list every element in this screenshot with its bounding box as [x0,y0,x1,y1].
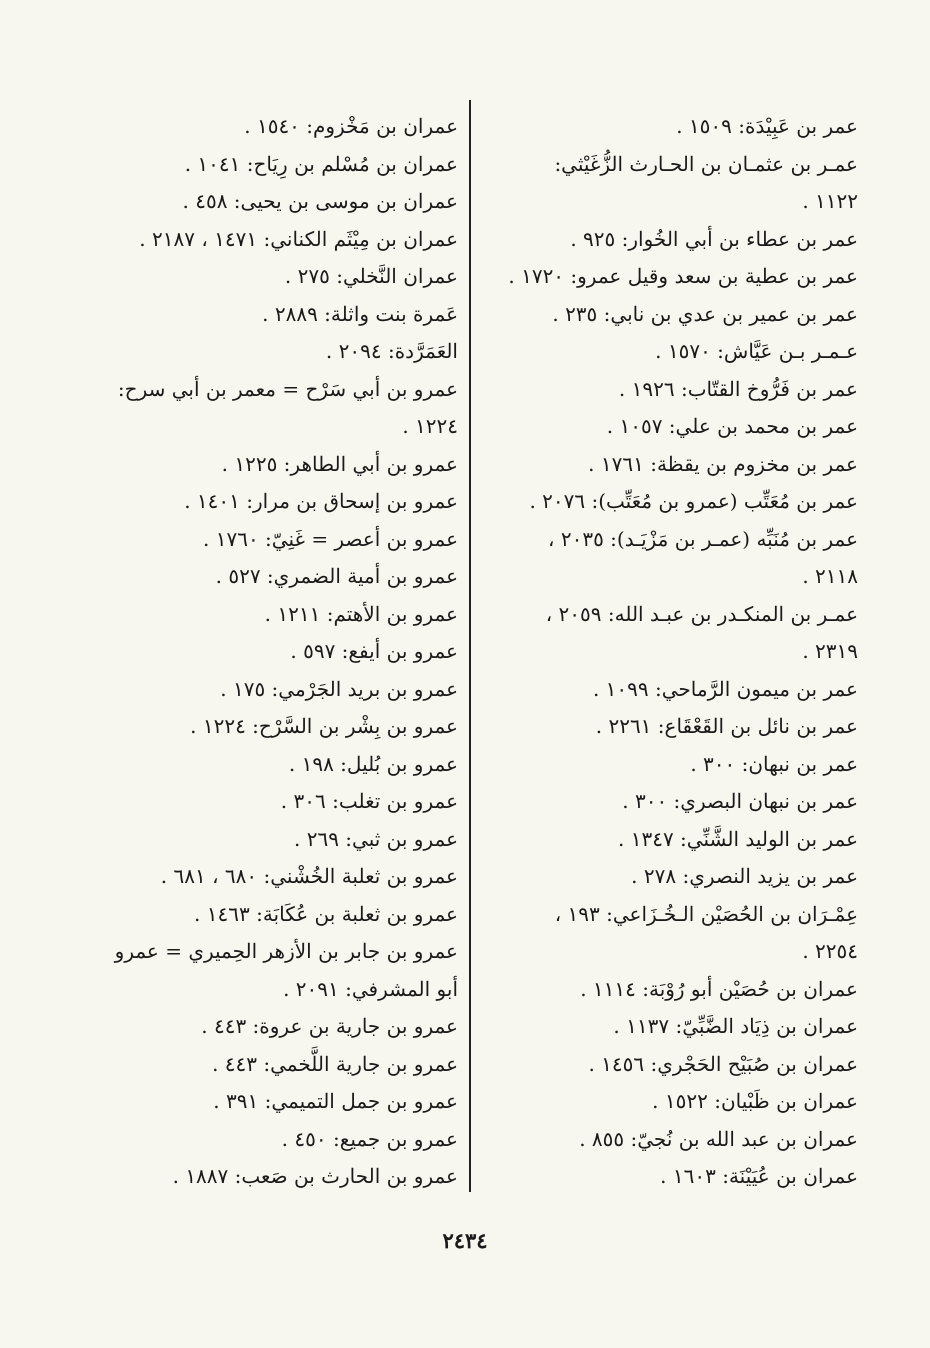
index-entry: ١١٢٢ . [802,189,858,213]
index-entry: عمر بن مُعَتِّب (عمرو بن مُعَتِّب): ٢٠٧٦ . [529,489,858,513]
index-entry: عمرو بن أعصر = غَنِيّ: ١٧٦٠ . [203,526,458,551]
index-entry: عمرو بن جمل التميمي: ٣٩١ . [213,1089,458,1113]
index-entry: عمرو بن جارية اللَّخمي: ٤٤٣ . [212,1051,458,1076]
index-entry: عمرو بن أبي سَرْح = معمر بن أبي سرح: [117,376,458,401]
index-entry: عمر بن الوليد الشَّنِّي: ١٣٤٧ . [618,826,858,851]
index-entry: عمر بن نائل بن القَعْقَاع: ٢٢٦١ . [595,714,858,738]
index-entry: عمر بن عطاء بن أبي الخُوار: ٩٢٥ . [570,226,858,251]
index-entry: عمران بن مَخْزوم: ١٥٤٠ . [244,114,458,138]
index-entry: عمرو بن جارية بن عروة: ٤٤٣ . [201,1014,458,1038]
index-entry: عِمْـرَان بن الحُصَيْن الـخُـزَاعي: ١٩٣ ، [554,901,858,926]
index-entry: عمرو بن جابر بن الأزهر الحِميري = عمرو [114,939,458,963]
index-entry: عمران بن عُيَيْنَة: ١٦٠٣ . [660,1164,858,1188]
index-entry: عمران النَّخلي: ٢٧٥ . [284,264,458,288]
column-divider [469,100,471,1192]
index-entry: عمران بن موسى بن يحيى: ٤٥٨ . [182,189,458,213]
index-entry: عمران بن صُبَيْح الحَجْري: ١٤٥٦ . [588,1051,858,1076]
index-entry: عمر بن محمد بن علي: ١٠٥٧ . [606,414,858,438]
index-entry: عمرو بن أيفع: ٥٩٧ . [290,639,458,663]
index-entry: عمرو بن جميع: ٤٥٠ . [281,1126,458,1151]
index-entry: عمر بن عَبِيْدَة: ١٥٠٩ . [676,114,858,138]
index-entry: عمرو بن أبي الطاهر: ١٢٢٥ . [221,451,458,476]
index-entry: عمر بن ميمون الرَّماحي: ١٠٩٩ . [592,676,858,701]
index-entry: ٢٣١٩ . [802,639,858,663]
index-entry: عمرو بن ثعلبة بن عُكَابَة: ١٤٦٣ . [194,901,458,926]
index-entry: عمرو بن تغلب: ٣٠٦ . [280,789,458,813]
index-entry: عمرو بن بُليل: ١٩٨ . [288,751,458,776]
index-entry: عمر بن عطية بن سعد وقيل عمرو: ١٧٢٠ . [508,264,858,288]
index-column-right [480,108,858,1196]
index-entry: عمران بن عبد الله بن نُجيّ: ٨٥٥ . [579,1126,858,1151]
index-entry: عمر بن نبهان: ٣٠٠ . [690,751,858,776]
index-entry: عمرو بن بِشْر بن السَّرْح: ١٢٢٤ . [190,714,458,738]
index-entry: عمـر بن عثمـان بن الحـارث الزُّغَيْثي: [554,151,858,176]
index-entry: عمر بن مخزوم بن يقظة: ١٧٦١ . [588,451,858,476]
index-entry: عمرو بن ثبي: ٢٦٩ . [293,826,458,851]
index-entry: عمران بن ذِيَاد الضَّبِّيّ: ١١٣٧ . [613,1014,858,1038]
index-entry: عمرو بن بريد الجَرْمي: ١٧٥ . [220,676,458,701]
index-entry: ٢١١٨ . [802,564,858,588]
index-entry: عمران بن ظَبْيان: ١٥٢٢ . [652,1089,858,1113]
index-entry: أبو المشرفي: ٢٠٩١ . [283,976,458,1001]
index-entry: عمرو بن إسحاق بن مرار: ١٤٠١ . [184,489,458,513]
index-entry: عمر بن مُنَبِّه (عمـر بن مَزْيَـد): ٢٠٣٥ ، [548,526,858,551]
index-entry: ١٢٢٤ . [402,414,458,438]
index-entry: عمـر بن المنكـدر بن عبـد الله: ٢٠٥٩ ، [545,601,858,626]
index-entry: عمرو بن الأهتم: ١٢١١ . [264,601,458,626]
index-entry: عمر بن عمير بن عدي بن نابي: ٢٣٥ . [552,301,858,326]
index-entry: عَمرة بنت واثلة: ٢٨٨٩ . [262,301,458,326]
index-entry: عمران بن مِيْثَم الكناني: ١٤٧١ ، ٢١٨٧ . [139,226,458,251]
index-column-left [70,108,458,1196]
index-entry: عـمـر بـن عَيَّاش: ١٥٧٠ . [655,339,858,363]
index-entry: عمران بن حُصَيْن أبو رُوْبَة: ١١١٤ . [580,976,858,1001]
index-entry: العَمَرَّدة: ٢٠٩٤ . [325,339,458,363]
index-entry: عمرو بن ثعلبة الخُشْني: ٦٨٠ ، ٦٨١ . [160,864,458,888]
index-entry: عمرو بن الحارث بن صَعب: ١٨٨٧ . [172,1164,458,1188]
index-entry: عمرو بن أمية الضمري: ٥٢٧ . [215,564,458,588]
index-entry: عمر بن فَرُّوخ القتّاب: ١٩٢٦ . [618,376,858,401]
index-entry: عمران بن مُسْلم بن رِيَاح: ١٠٤١ . [184,151,458,176]
page-number: ٢٤٣٤ [442,1228,488,1253]
index-entry: عمر بن نبهان البصري: ٣٠٠ . [622,789,858,813]
index-entry: عمر بن يزيد النصري: ٢٧٨ . [631,864,858,888]
index-entry: ٢٢٥٤ . [802,939,858,963]
